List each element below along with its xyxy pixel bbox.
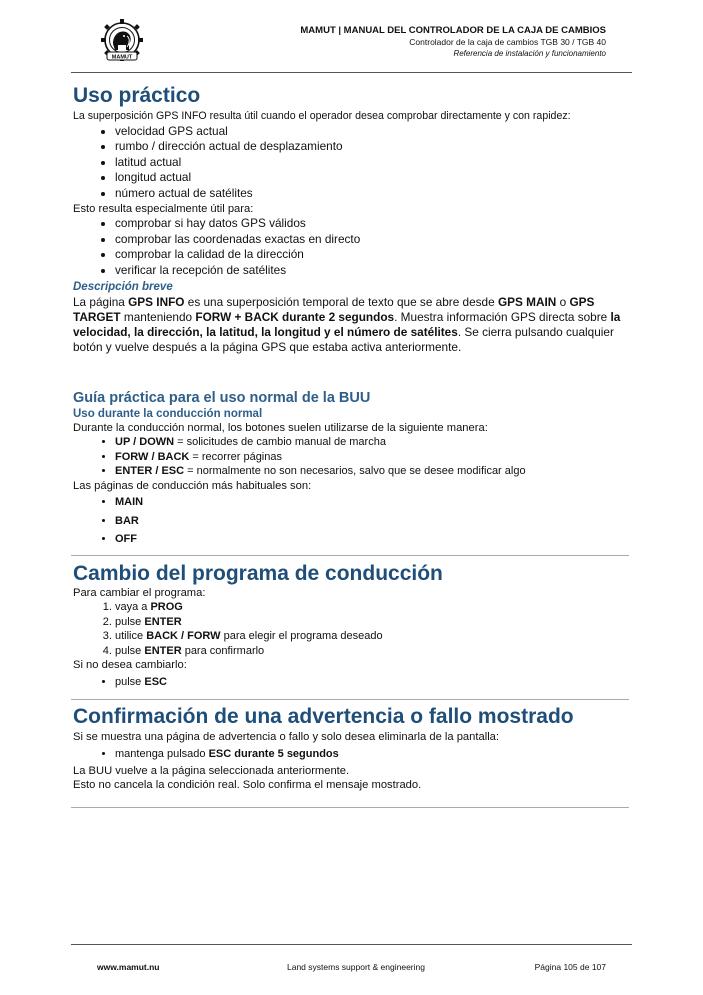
change-program-steps xyxy=(73,600,629,658)
page-content xyxy=(73,84,629,808)
footer-page-number: Página 105 de 107 xyxy=(534,962,606,972)
brief-description-text: La página GPS INFO es una superposición temporal de texto que se abre desde GPS MAIN o GPS TARGET manteniendo FORW + BACK durante 2 segundos. Muestra información GPS directa sobre la velocidad, la dirección, la latitud, la longitud y el número de satélites. Se cierra pulsando cualquier botón y vuelve después a la página GPS que estaba activa anteriormente. xyxy=(73,294,621,354)
warning-note-text: Esto no cancela la condición real. Solo confirma el mensaje mostrado. xyxy=(73,779,422,792)
list-item: • longitud actual xyxy=(115,170,629,186)
page-header xyxy=(300,25,606,59)
section-title-guia-practica: Guía práctica para el uso normal de la BUU xyxy=(73,389,371,406)
mamut-logo xyxy=(94,16,150,64)
svg-text:MAMUT: MAMUT xyxy=(111,54,133,61)
header-subtitle: Controlador de la caja de cambios TGB 30 / TGB 40 xyxy=(409,37,606,47)
button-usage-list xyxy=(73,435,629,479)
normal-driving-intro: Durante la conducción normal, los botones suelen utilizarse de la siguiente manera: xyxy=(73,421,488,434)
list-item: 3. utilice BACK / FORW para elegir el programa deseado xyxy=(115,629,629,644)
list-item: • comprobar si hay datos GPS válidos xyxy=(115,216,629,232)
header-title: MAMUT | MANUAL DEL CONTROLADOR DE LA CAJA DE CAMBIOS xyxy=(300,25,606,36)
list-item: • MAIN xyxy=(115,493,629,512)
list-item: • comprobar las coordenadas exactas en directo xyxy=(115,232,629,248)
list-item: • OFF xyxy=(115,530,629,549)
list-item: • ENTER / ESC = normalmente no son necesarios, salvo que se desee modificar algo xyxy=(115,464,629,479)
common-pages-intro: Las páginas de conducción más habituales son: xyxy=(73,479,312,492)
header-divider xyxy=(71,72,632,73)
warning-list xyxy=(73,745,629,764)
list-item: • UP / DOWN = solicitudes de cambio manual de marcha xyxy=(115,435,629,450)
section-divider xyxy=(71,699,629,700)
gps-values-list xyxy=(73,124,629,202)
header-reference: Referencia de instalación y funcionamiento xyxy=(453,49,606,58)
list-item: • FORW / BACK = recorrer páginas xyxy=(115,450,629,465)
brief-description-heading: Descripción breve xyxy=(73,280,173,293)
list-item: • mantenga pulsado ESC durante 5 segundos xyxy=(115,745,629,764)
list-item: 1. vaya a PROG xyxy=(115,600,629,615)
warning-intro: Si se muestra una página de advertencia o fallo y solo desea eliminarla de la pantalla: xyxy=(73,731,500,744)
common-pages-list xyxy=(73,493,629,549)
list-item: • latitud actual xyxy=(115,155,629,171)
footer-website: www.mamut.nu xyxy=(97,962,160,972)
section-title-cambio-programa: Cambio del programa de conducción xyxy=(73,561,443,585)
useful-for-list xyxy=(73,216,629,278)
list-item: • rumbo / dirección actual de desplazamiento xyxy=(115,139,629,155)
list-item: 2. pulse ENTER xyxy=(115,615,629,630)
section-divider xyxy=(71,807,629,808)
section-divider xyxy=(71,555,629,556)
list-item: • pulse ESC xyxy=(115,673,629,692)
section-title-uso-practico: Uso práctico xyxy=(73,84,201,107)
footer-divider xyxy=(71,944,632,945)
list-item: 4. pulse ENTER para confirmarlo xyxy=(115,644,629,659)
section-title-confirmacion: Confirmación de una advertencia o fallo mostrado xyxy=(73,705,574,729)
useful-for-text: Esto resulta especialmente útil para: xyxy=(73,202,254,215)
list-item: • comprobar la calidad de la dirección xyxy=(115,247,629,263)
list-item: • BAR xyxy=(115,512,629,531)
warning-return-text: La BUU vuelve a la página seleccionada anteriormente. xyxy=(73,764,350,777)
list-item: • velocidad GPS actual xyxy=(115,124,629,140)
list-item: • verificar la recepción de satélites xyxy=(115,263,629,279)
footer-tagline: Land systems support & engineering xyxy=(287,962,425,972)
no-change-text: Si no desea cambiarlo: xyxy=(73,659,187,672)
normal-driving-heading: Uso durante la conducción normal xyxy=(73,407,263,420)
no-change-list xyxy=(73,673,629,692)
list-item: • número actual de satélites xyxy=(115,186,629,202)
gps-info-intro: La superposición GPS INFO resulta útil cuando el operador desea comprobar directamente y con rapidez: xyxy=(73,110,571,122)
change-program-intro: Para cambiar el programa: xyxy=(73,586,206,599)
